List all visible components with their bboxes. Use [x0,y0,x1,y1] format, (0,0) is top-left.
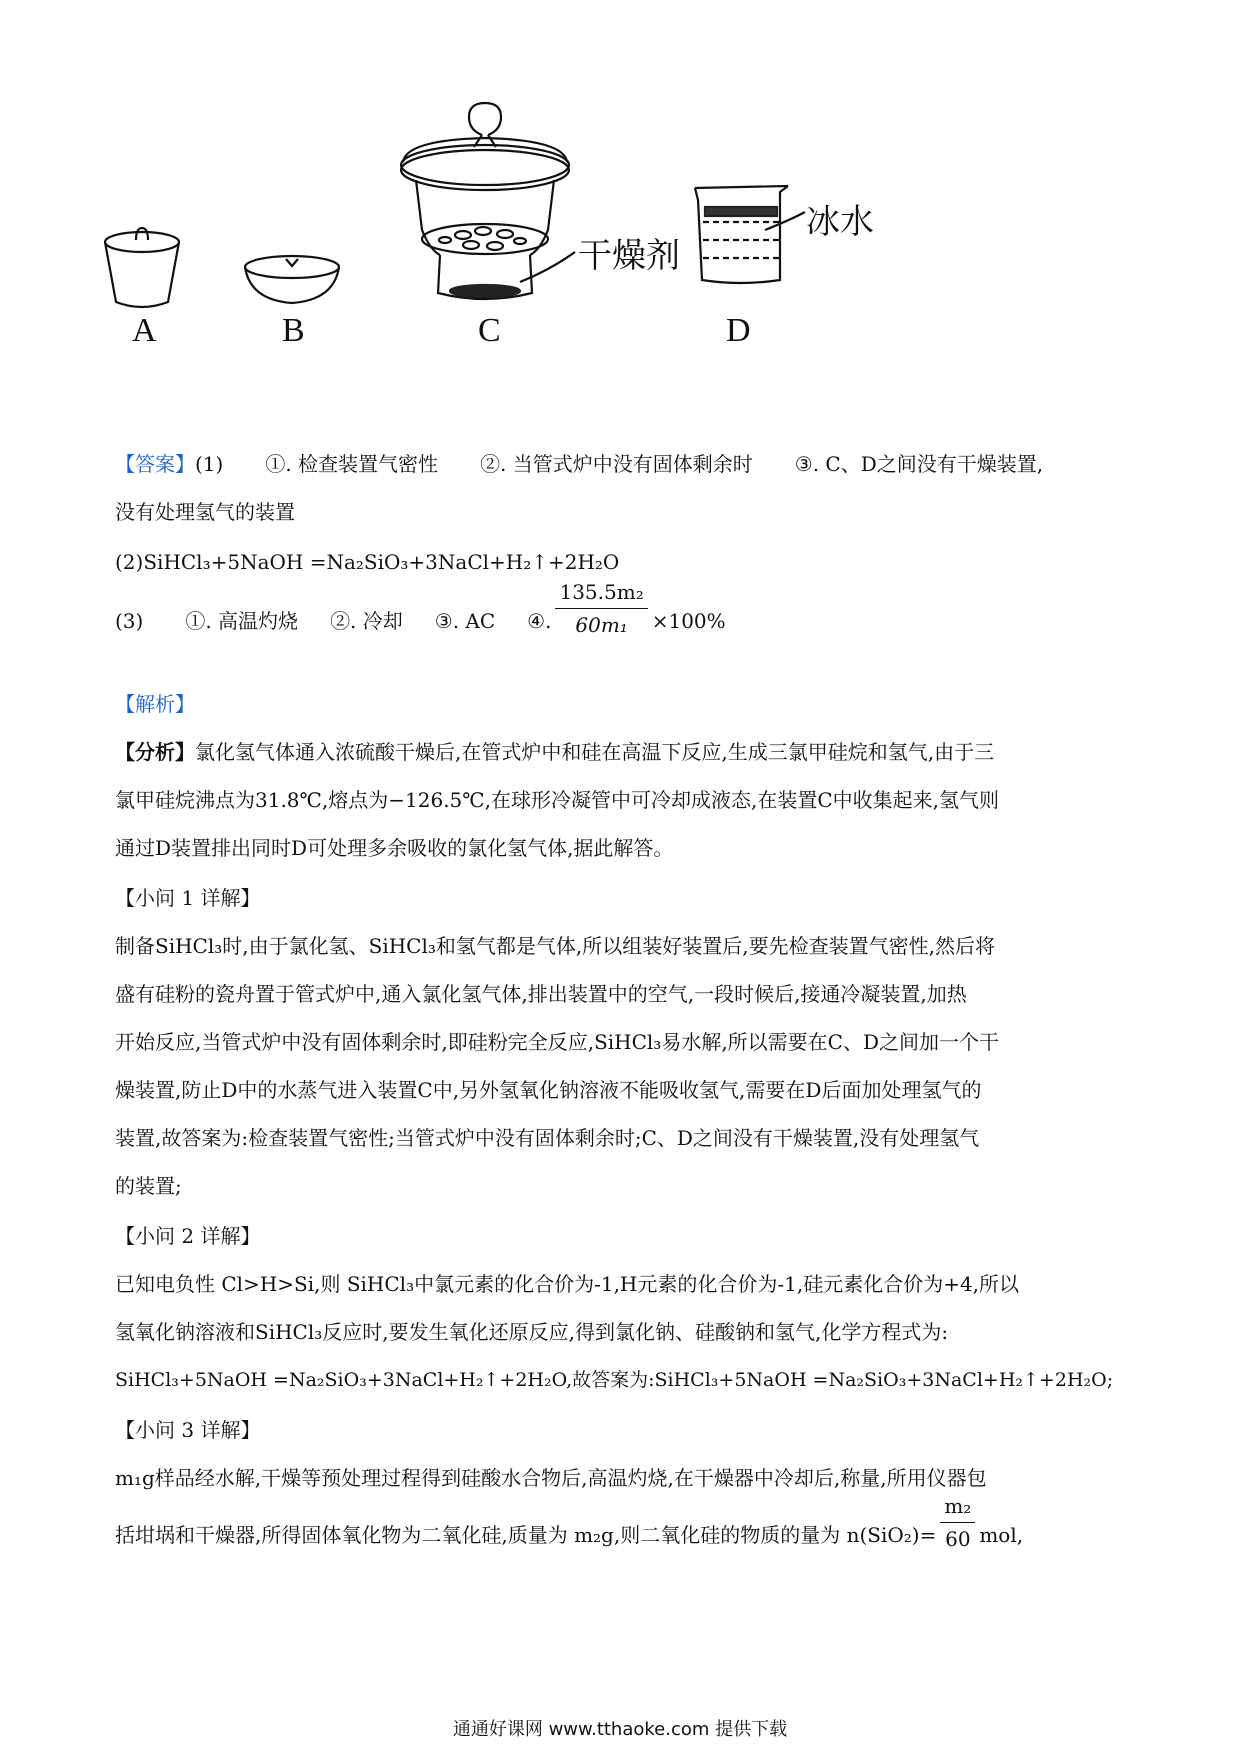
s1-line-2: 盛有硅粉的瓷舟置于管式炉中,通入氯化氢气体,排出装置中的空气,一段时候后,接通冷凝装置,加热 [115,982,967,1006]
answer-q3-a: ①. 高温灼烧 [185,609,299,633]
s3-fraction-numerator: m₂ [940,1492,975,1523]
subquestion-2-tag: 【小问 2 详解】 [115,1224,261,1248]
answer-q3-fraction [555,578,647,639]
subquestion-1-tag: 【小问 1 详解】 [115,886,261,910]
s1-line-3: 开始反应,当管式炉中没有固体剩余时,即硅粉完全反应,SiHCl₃易水解,所以需要在C、D之间加一个干 [115,1030,1000,1054]
s1-line-5: 装置,故答案为:检查装置气密性;当管式炉中没有固体剩余时;C、D之间没有干燥装置,没有处理氢气 [115,1126,980,1150]
figure-label-a: A [132,312,157,349]
analysis-tag: 【解析】 [115,692,195,716]
fraction-numerator: 135.5m₂ [555,578,647,609]
s1-line-1: 制备SiHCl₃时,由于氯化氢、SiHCl₃和氢气都是气体,所以组装好装置后,要先检查装置气密性,然后将 [115,934,995,958]
desiccant-callout: 干燥剂 [578,236,680,276]
answer-q2-number: (2) [115,550,144,574]
apparatus-figure [100,100,1140,400]
answer-q1-b: ②. 当管式炉中没有固体剩余时 [480,452,753,476]
s1-line-4: 燥装置,防止D中的水蒸气进入装置C中,另外氢氧化钠溶液不能吸收氢气,需要在D后面加处理氢气的 [115,1078,982,1102]
fenxi-text-1: 氯化氢气体通入浓硫酸干燥后,在管式炉中和硅在高温下反应,生成三氯甲硅烷和氢气,由于三 [195,740,995,764]
answer-q1-a: ①. 检查装置气密性 [265,452,439,476]
s3-fraction [940,1492,975,1553]
evaporating-dish-drawing [245,256,339,303]
answer-q1-c: ③. C、D之间没有干燥装置, [794,452,1044,476]
answer-q2-equation: SiHCl₃+5NaOH =Na₂SiO₃+3NaCl+H₂↑+2H₂O [143,550,620,574]
answer-q3-number: (3) [115,609,144,633]
beaker-drawing [695,186,805,283]
figure-label-b: B [282,312,305,349]
page-footer: 通通好课网 www.tthaoke.com 提供下载 [452,1719,788,1740]
s2-line-2: 氢氧化钠溶液和SiHCl₃反应时,要发生氧化还原反应,得到氯化钠、硅酸钠和氢气,化学方程式为: [115,1320,949,1344]
figure-label-c: C [478,312,501,349]
s1-line-6: 的装置; [115,1174,182,1198]
answer-q1-number: (1) [195,452,224,476]
desiccator-drawing [401,103,575,299]
fenxi-line-3: 通过D装置排出同时D可处理多余吸收的氯化氢气体,据此解答。 [115,836,674,860]
subquestion-3-tag: 【小问 3 详解】 [115,1418,261,1442]
crucible-drawing [105,228,179,307]
fraction-denominator: 60m₁ [575,613,628,637]
answer-q3-d-prefix: ④. [527,609,552,633]
s2-line-3: SiHCl₃+5NaOH =Na₂SiO₃+3NaCl+H₂↑+2H₂O,故答案为:SiHCl₃+5NaOH =Na₂SiO₃+3NaCl+H₂↑+2H₂O; [115,1369,1114,1391]
figure-label-d: D [726,312,751,349]
fenxi-line-2: 氯甲硅烷沸点为31.8℃,熔点为−126.5℃,在球形冷凝管中可冷却成液态,在装置C中收集起来,氢气则 [115,788,1000,812]
s3-unit: mol, [979,1523,1024,1547]
s3-line-1: m₁g样品经水解,干燥等预处理过程得到硅酸水合物后,高温灼烧,在干燥器中冷却后,称量,所用仪器包 [115,1466,987,1490]
answer-q3-line [115,580,1130,639]
answer-q3-b: ②. 冷却 [330,609,403,633]
fenxi-line-1 [115,738,1130,766]
answer-q3-d-suffix: ×100% [651,609,726,633]
answer-tag: 【答案】 [115,452,195,476]
answer-q1-line [115,450,1130,478]
ice-water-callout: 冰水 [806,202,874,242]
s3-text-2: 括坩埚和干燥器,所得固体氧化物为二氧化硅,质量为 m₂g,则二氧化硅的物质的量为 n(SiO₂)= [115,1523,937,1547]
s3-fraction-denominator: 60 [945,1527,971,1551]
fenxi-tag: 【分析】 [115,740,195,764]
answer-q1-continued: 没有处理氢气的装置 [115,500,295,524]
s2-line-1: 已知电负性 Cl>H>Si,则 SiHCl₃中氯元素的化合价为-1,H元素的化合价为-1,硅元素化合价为+4,所以 [115,1272,1020,1296]
s3-line-2 [115,1494,1130,1553]
answer-q3-c: ③. AC [434,609,496,633]
answer-q2-line [115,548,1130,576]
